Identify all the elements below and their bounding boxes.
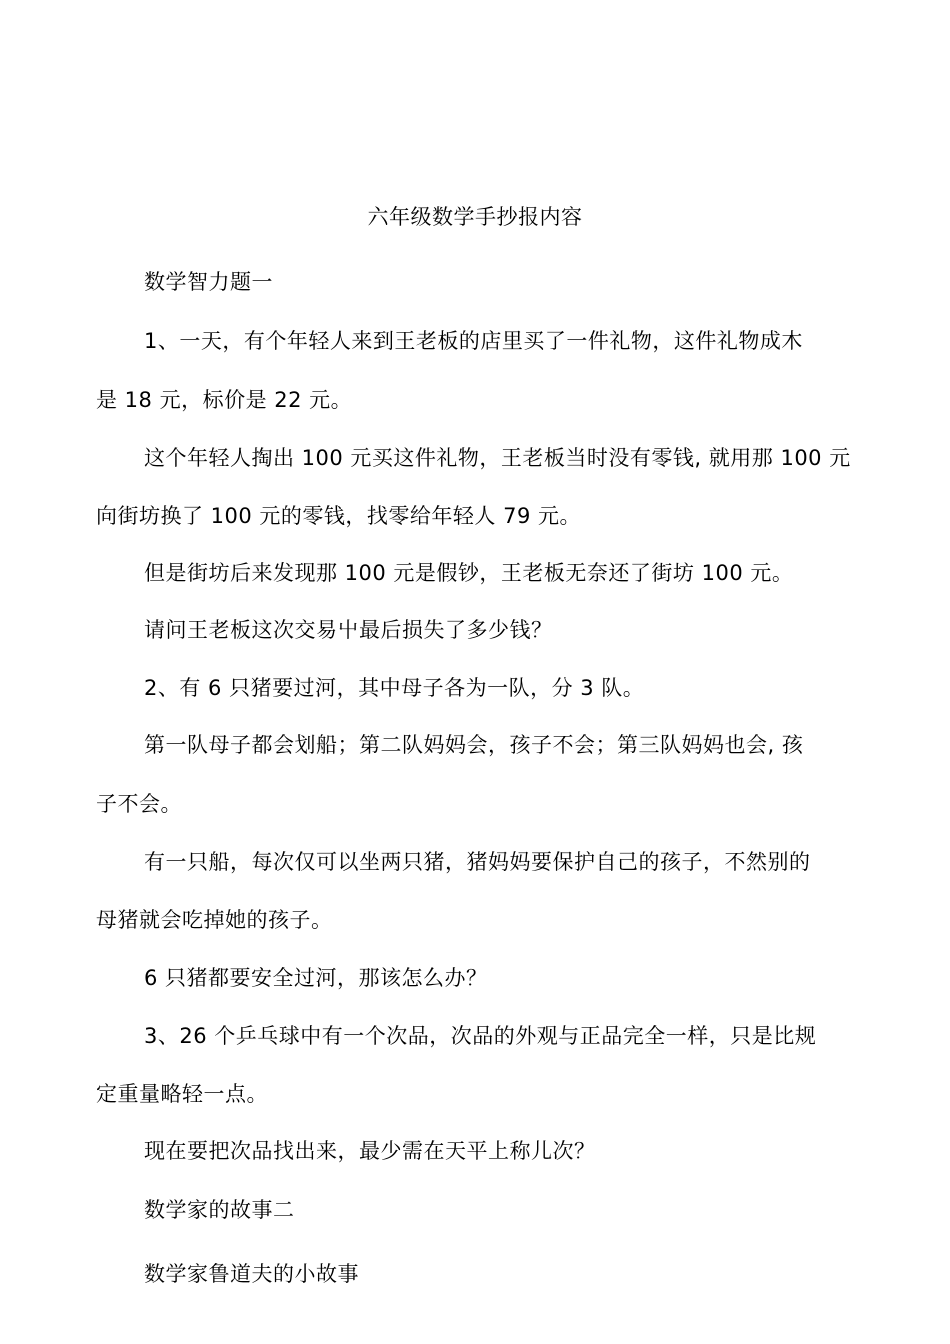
paragraph-line: 向街坊换了 100 元的零钱，找零给年轻人 79 元。 (96, 504, 582, 528)
paragraph-line: 第一队母子都会划船；第二队妈妈会，孩子不会；第三队妈妈也会, 孩 (144, 733, 804, 757)
paragraph-line: 子不会。 (96, 792, 182, 816)
paragraph-line: 母猪就会吃掉她的孩子。 (96, 908, 333, 932)
paragraph-line: 2、有 6 只猪要过河，其中母子各为一队，分 3 队。 (144, 676, 645, 700)
paragraph-line: 有一只船，每次仅可以坐两只猪，猪妈妈要保护自己的孩子，不然别的 (144, 850, 811, 874)
paragraph-line: 1、一天，有个年轻人来到王老板的店里买了一件礼物，这件礼物成木 (144, 329, 803, 353)
paragraph-line: 请问王老板这次交易屮最后损失了多少钱？ (144, 618, 553, 642)
paragraph-line: 现在要把次品找出来，最少需在天平上称儿次？ (144, 1139, 596, 1163)
paragraph-line: 但是街坊后来发现那 100 元是假钞，王老板无奈还了街坊 100 元。 (144, 561, 794, 585)
paragraph-line: 数学家鲁道夫的小故事 (144, 1262, 359, 1286)
page-title: 六年级数学手抄报内容 (367, 205, 583, 229)
section-heading: 数学智力题一 (144, 270, 273, 294)
paragraph-line: 这个年轻人掏出 100 元买这件礼物，王老板当时没有零钱, 就用那 100 元 (144, 446, 851, 470)
paragraph-line: 3、26 个乒乓球中有一个次品，次品的外观与正品完全一样，只是比规 (144, 1024, 817, 1048)
paragraph-line: 是 18 元，标价是 22 元。 (96, 388, 353, 412)
section-heading: 数学家的故事二 (144, 1198, 295, 1222)
paragraph-line: 6 只猪都要安全过河，那该怎么办？ (144, 966, 488, 990)
paragraph-line: 定重量略轻一点。 (96, 1082, 268, 1106)
